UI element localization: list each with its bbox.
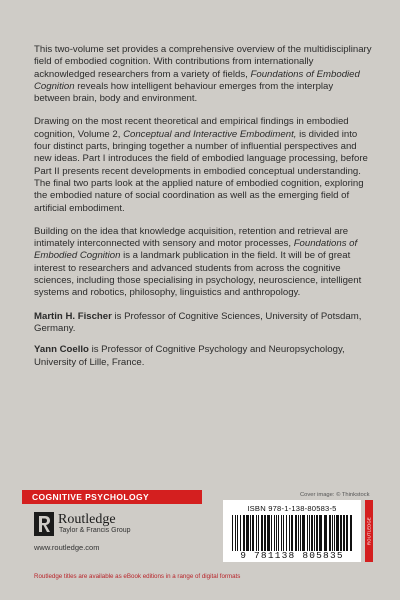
barcode-bar [295, 515, 297, 551]
barcode-bar [246, 515, 249, 551]
ebook-availability-note: Routledge titles are available as eBook editions in a range of digital formats [34, 573, 241, 580]
back-cover-blurb [34, 44, 372, 378]
barcode-bar [261, 515, 263, 551]
barcode-bar [267, 515, 270, 551]
volume-title-italic: Conceptual and Interactive Embodiment, [123, 128, 297, 140]
barcode-bar [300, 515, 301, 551]
barcode-bar [309, 515, 310, 551]
routledge-r-icon [34, 512, 54, 536]
barcode-bar [286, 515, 287, 551]
barcode-bar [340, 515, 342, 551]
barcode-bar [311, 515, 313, 551]
isbn-label: ISBN 978-1-138-80583-5 [247, 504, 337, 513]
barcode-bar [243, 515, 245, 551]
barcode-bar [276, 515, 277, 551]
barcode-bar [302, 515, 305, 551]
editor-name: Yann Coello [34, 344, 89, 356]
barcode-bar [291, 515, 293, 551]
barcode-bar [278, 515, 279, 551]
editor-bio-2: Yann Coello is Professor of Cognitive Psychology and Neuropsychology, University of Lille, France. [34, 344, 345, 368]
barcode-bar [289, 515, 290, 551]
barcode-digits: 9 781138 805835 [240, 550, 344, 561]
barcode-bar [240, 515, 241, 551]
blurb-paragraph-1: This two-volume set provides a comprehensive overview of the multidisciplinary field of embodied cognition. With contributions from internationally acknowledged researchers from a variety of fields, Foundations of Embodied Cognition reveals how intelligent behaviour emerges from the interplay between brain, body and environment. [34, 44, 372, 105]
barcode-bar [235, 515, 236, 551]
blurb-paragraph-2: Drawing on the most recent theoretical and empirical findings in embodied cognition, Volume 2, Conceptual and Interactive Embodiment, is divided into four distinct parts, bringing together a number of influential perspectives and new ideas. Part I introduces the field of embodied language processing, before Part II presents recent developments in embodied conceptual understanding. The final two parts look at the applied nature of embodied cognition, exploring the embodied nature of social coordination as well as the emerging field of artificial embodiment. [34, 116, 368, 214]
barcode-bar [329, 515, 331, 551]
barcode-bar [237, 515, 238, 551]
barcode-bar [316, 515, 318, 551]
publisher-website: www.routledge.com [34, 543, 100, 552]
barcode-bar [319, 515, 322, 551]
barcode-bar [346, 515, 348, 551]
book-title-italic: Foundations of Embodied Cognition [34, 68, 360, 92]
barcode-bar [350, 515, 352, 551]
barcode-bar [298, 515, 299, 551]
barcode-bar [281, 515, 282, 551]
publisher-logo [34, 512, 184, 536]
barcode-bar [258, 515, 259, 551]
editor-bio-1: Martin H. Fischer is Professor of Cognitive Sciences, University of Potsdam, Germany. [34, 310, 362, 334]
barcode-bar [314, 515, 315, 551]
barcode-bar [256, 515, 257, 551]
blurb-paragraph-3: Building on the idea that knowledge acquisition, retention and retrieval are intimately interconnected with sensory and motor processes, Foundations of Embodied Cognition is a landmark publication in the field. It will be of great interest to researchers and advanced students from across the cognitive sciences, including those specialising in psychology, neuroscience, intelligent systems and robotics, philosophy, linguistics and anthropology. [34, 225, 362, 299]
barcode-bar [307, 515, 308, 551]
publisher-spine-tag: ROUTLEDGE [365, 500, 373, 562]
barcode-bar [264, 515, 266, 551]
barcode-bar [252, 515, 254, 551]
barcode-bar [271, 515, 272, 551]
subject-category-bar: COGNITIVE PSYCHOLOGY [22, 490, 202, 504]
barcode-bar [283, 515, 284, 551]
editor-name: Martin H. Fischer [34, 310, 112, 322]
barcode [228, 515, 356, 551]
barcode-bar [336, 515, 339, 551]
barcode-bar [324, 515, 327, 551]
publisher-name: Routledge [58, 512, 116, 527]
barcode-bar [274, 515, 275, 551]
barcode-bar [334, 515, 335, 551]
barcode-panel [223, 500, 361, 562]
barcode-bar [343, 515, 345, 551]
barcode-bar [232, 515, 233, 551]
barcode-bar [250, 515, 251, 551]
publisher-group: Taylor & Francis Group [59, 527, 131, 534]
barcode-bar [332, 515, 333, 551]
book-title-italic: Foundations of Embodied Cognition [34, 238, 358, 262]
cover-image-credit: Cover image: © Thinkstock [300, 492, 370, 498]
